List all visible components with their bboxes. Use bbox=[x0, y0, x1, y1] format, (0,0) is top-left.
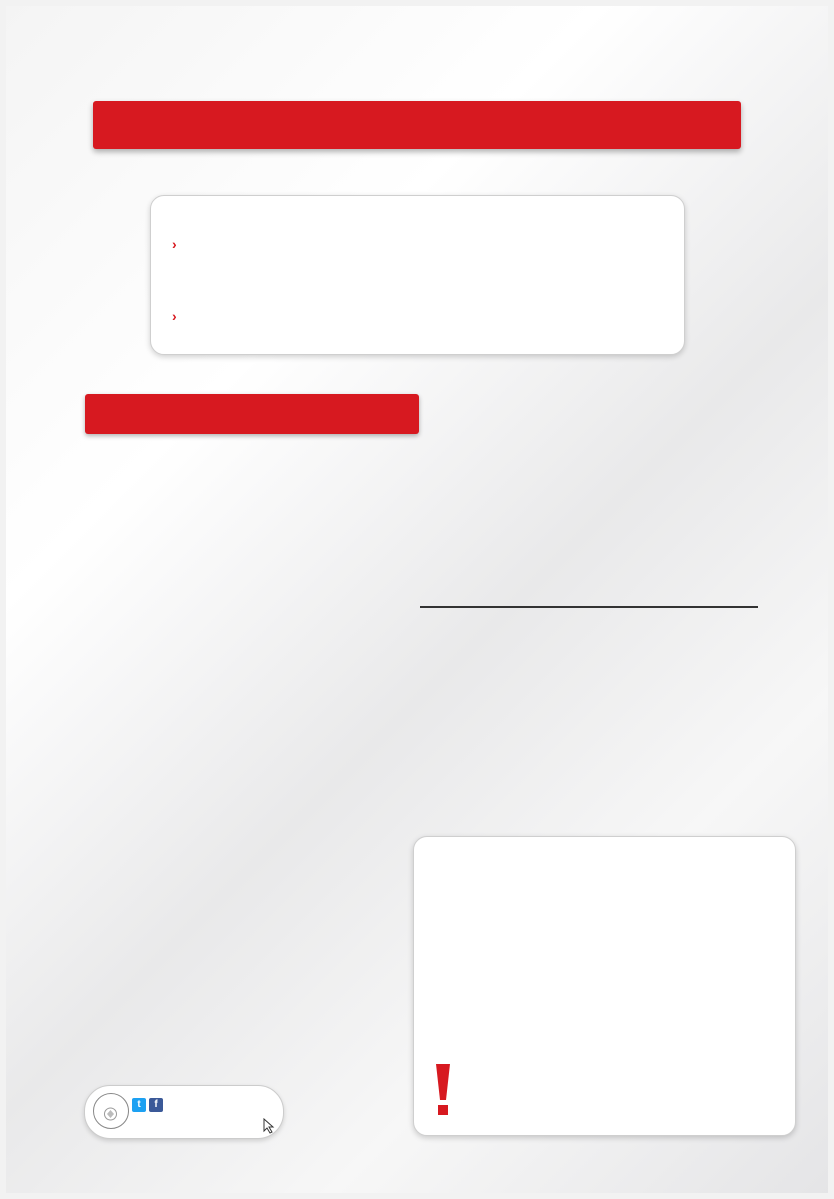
seal-logo bbox=[93, 1093, 129, 1129]
exclamation-icon bbox=[434, 1062, 452, 1118]
seal-emblem-icon bbox=[94, 1094, 127, 1127]
shield-info-box bbox=[413, 836, 796, 1136]
headline-banner bbox=[93, 101, 741, 149]
cursor-icon bbox=[263, 1118, 275, 1134]
soldiers-illustration-top bbox=[386, 455, 576, 583]
divider-line bbox=[420, 606, 758, 608]
summary-box bbox=[150, 195, 685, 355]
civilians-illustration bbox=[600, 488, 770, 568]
twitter-icon[interactable]: t bbox=[132, 1098, 146, 1112]
chevron-right-icon: › bbox=[172, 308, 177, 324]
social-footer bbox=[84, 1085, 284, 1139]
facebook-icon[interactable]: f bbox=[149, 1098, 163, 1112]
section-title bbox=[85, 394, 419, 434]
chevron-right-icon: › bbox=[172, 236, 177, 252]
soldiers-illustration-bottom bbox=[386, 648, 556, 758]
attack-illustration bbox=[578, 625, 808, 800]
